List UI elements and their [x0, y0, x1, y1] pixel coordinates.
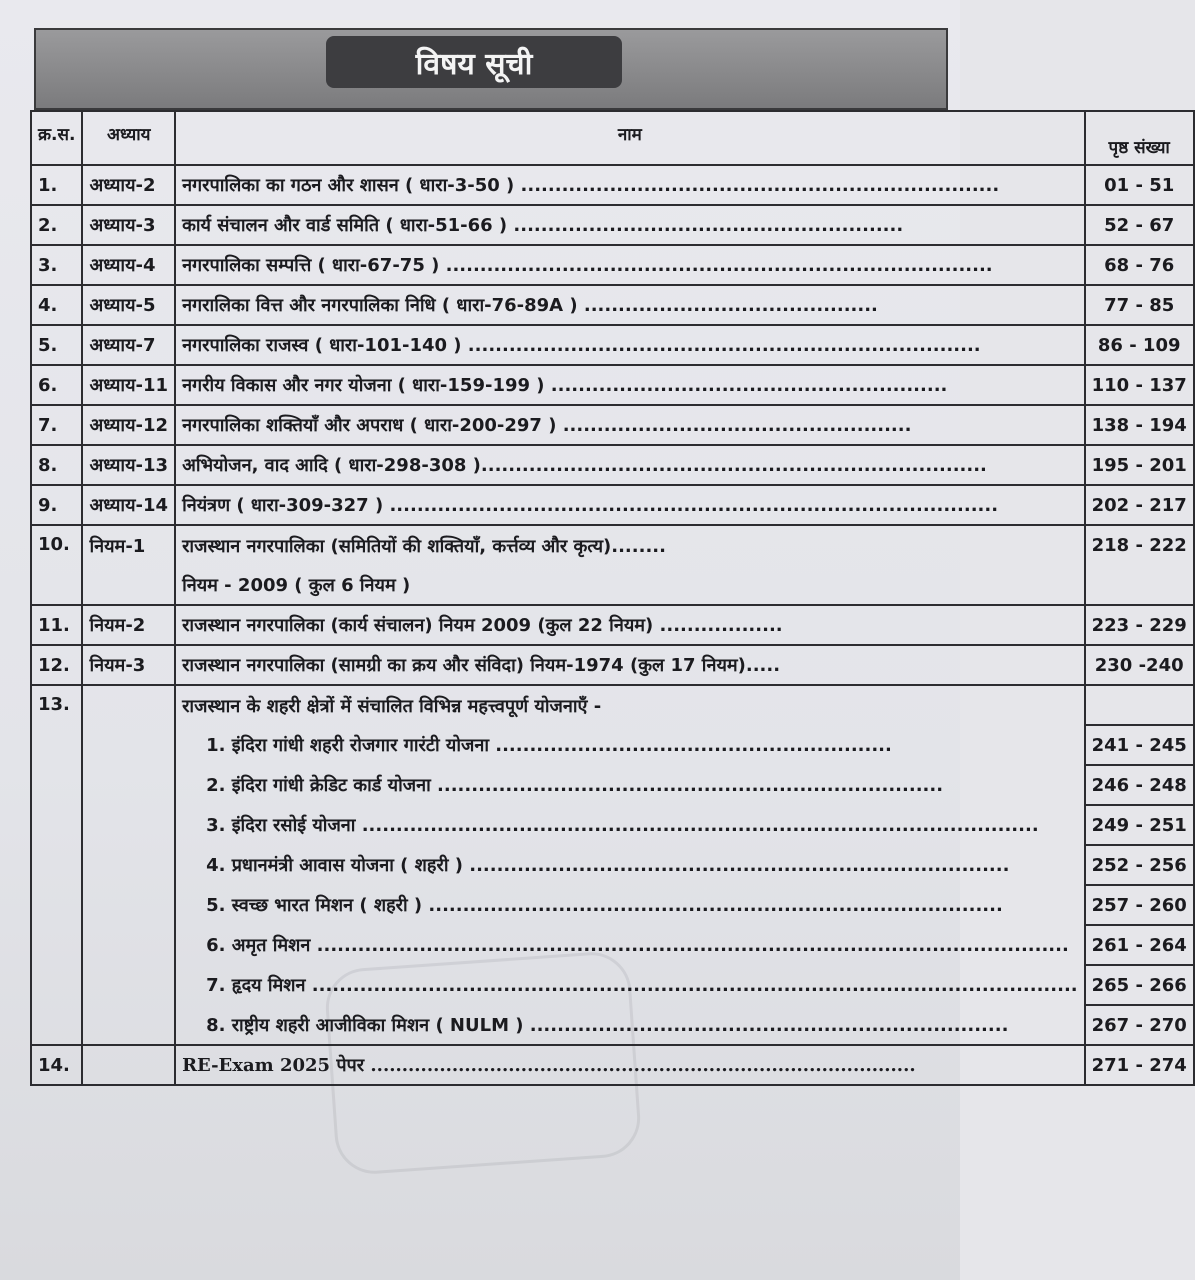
- row-chapter: अध्याय-2: [82, 165, 175, 205]
- row-serial: 14.: [31, 1045, 82, 1085]
- header-page: पृष्ठ संख्या: [1085, 111, 1194, 165]
- row-name: नगरीय विकास और नगर योजना ( धारा-159-199 ) ..........................................................: [175, 365, 1085, 405]
- row-chapter: अध्याय-3: [82, 205, 175, 245]
- contents-table: [30, 110, 1195, 1086]
- scheme-name: 8. राष्ट्रीय शहरी आजीविका मिशन ( NULM ) ......................................................................: [175, 1005, 1085, 1045]
- row-serial: 8.: [31, 445, 82, 485]
- row-serial: 9.: [31, 485, 82, 525]
- row-page-empty: [1085, 565, 1194, 605]
- table-row: [31, 165, 1194, 205]
- scheme-page: 261 - 264: [1085, 925, 1194, 965]
- schemes-heading: राजस्थान के शहरी क्षेत्रों में संचालित विभिन्न महत्त्वपूर्ण योजनाएँ -: [175, 685, 1085, 725]
- table-row: [31, 245, 1194, 285]
- row-name: RE-Exam 2025 पेपर .......................................................................................: [175, 1045, 1085, 1085]
- scheme-name: 3. इंदिरा रसोई योजना ...................................................................................................: [175, 805, 1085, 845]
- row-name-line2: नियम - 2009 ( कुल 6 नियम ): [175, 565, 1085, 605]
- table-row: [31, 485, 1194, 525]
- scheme-name: 5. स्वच्छ भारत मिशन ( शहरी ) ....................................................................................: [175, 885, 1085, 925]
- row-name: राजस्थान नगरपालिका (कार्य संचालन) नियम 2009 (कुल 22 नियम) ..................: [175, 605, 1085, 645]
- scheme-row: [31, 725, 1194, 765]
- row-chapter: अध्याय-5: [82, 285, 175, 325]
- table-row: [31, 1045, 1194, 1085]
- row-name: अभियोजन, वाद आदि ( धारा-298-308 )..........................................................................: [175, 445, 1085, 485]
- scheme-row: [31, 1005, 1194, 1045]
- scheme-name: 2. इंदिरा गांधी क्रेडिट कार्ड योजना ..........................................................................: [175, 765, 1085, 805]
- row-page: 218 - 222: [1085, 525, 1194, 565]
- row-chapter: नियम-1: [82, 525, 175, 605]
- row-page: 86 - 109: [1085, 325, 1194, 365]
- row-chapter: अध्याय-12: [82, 405, 175, 445]
- scheme-row: [31, 765, 1194, 805]
- table-row: [31, 325, 1194, 365]
- row-name: नगरालिका वित्त और नगरपालिका निधि ( धारा-76-89A ) ...........................................: [175, 285, 1085, 325]
- row-chapter-empty: [82, 685, 175, 1045]
- row-name: नियंत्रण ( धारा-309-327 ) .........................................................................................: [175, 485, 1085, 525]
- row-name-line1: राजस्थान नगरपालिका (समितियों की शक्तियाँ, कर्त्तव्य और कृत्य)........: [175, 525, 1085, 565]
- title-band: [34, 28, 948, 110]
- scheme-name: 4. प्रधानमंत्री आवास योजना ( शहरी ) ...............................................................................: [175, 845, 1085, 885]
- row-serial: 13.: [31, 685, 82, 1045]
- row-page: 202 - 217: [1085, 485, 1194, 525]
- header-chapter: अध्याय: [82, 111, 175, 165]
- scheme-page: 252 - 256: [1085, 845, 1194, 885]
- scheme-page: 265 - 266: [1085, 965, 1194, 1005]
- row-chapter: अध्याय-7: [82, 325, 175, 365]
- row-chapter: अध्याय-11: [82, 365, 175, 405]
- row-page: 110 - 137: [1085, 365, 1194, 405]
- row-serial: 11.: [31, 605, 82, 645]
- row-page-empty: [1085, 685, 1194, 725]
- row-chapter: नियम-3: [82, 645, 175, 685]
- table-header-row: [31, 111, 1194, 165]
- row-page: 271 - 274: [1085, 1045, 1194, 1085]
- scheme-name: 1. इंदिरा गांधी शहरी रोजगार गारंटी योजना ..........................................................: [175, 725, 1085, 765]
- row-page: 01 - 51: [1085, 165, 1194, 205]
- row-page: 223 - 229: [1085, 605, 1194, 645]
- row-serial: 5.: [31, 325, 82, 365]
- row-name: नगरपालिका का गठन और शासन ( धारा-3-50 ) ......................................................................: [175, 165, 1085, 205]
- scheme-row: [31, 845, 1194, 885]
- table-row: [31, 405, 1194, 445]
- row-page: 195 - 201: [1085, 445, 1194, 485]
- scheme-row: [31, 965, 1194, 1005]
- page-title: विषय सूची: [326, 36, 622, 88]
- row-page: 138 - 194: [1085, 405, 1194, 445]
- row-page: 77 - 85: [1085, 285, 1194, 325]
- row-chapter: अध्याय-14: [82, 485, 175, 525]
- scheme-name: 7. हृदय मिशन ................................................................................................................: [175, 965, 1085, 1005]
- row-serial: 6.: [31, 365, 82, 405]
- scheme-page: 249 - 251: [1085, 805, 1194, 845]
- scheme-row: [31, 925, 1194, 965]
- table-row: [31, 365, 1194, 405]
- scheme-name: 6. अमृत मिशन ..............................................................................................................: [175, 925, 1085, 965]
- row-name: नगरपालिका सम्पत्ति ( धारा-67-75 ) ................................................................................: [175, 245, 1085, 285]
- table-row: [31, 525, 1194, 565]
- row-page: 68 - 76: [1085, 245, 1194, 285]
- row-serial: 1.: [31, 165, 82, 205]
- row-serial: 12.: [31, 645, 82, 685]
- scheme-page: 241 - 245: [1085, 725, 1194, 765]
- table-row: [31, 645, 1194, 685]
- row-serial: 7.: [31, 405, 82, 445]
- row-serial: 4.: [31, 285, 82, 325]
- row-chapter: अध्याय-4: [82, 245, 175, 285]
- row-serial: 10.: [31, 525, 82, 605]
- table-row: [31, 445, 1194, 485]
- row-name: नगरपालिका राजस्व ( धारा-101-140 ) ...........................................................................: [175, 325, 1085, 365]
- row-chapter: अध्याय-13: [82, 445, 175, 485]
- row-page: 230 -240: [1085, 645, 1194, 685]
- scheme-page: 246 - 248: [1085, 765, 1194, 805]
- row-serial: 3.: [31, 245, 82, 285]
- scheme-row: [31, 885, 1194, 925]
- scheme-row: [31, 805, 1194, 845]
- row-name: नगरपालिका शक्तियाँ और अपराध ( धारा-200-297 ) ...................................................: [175, 405, 1085, 445]
- row-chapter: नियम-2: [82, 605, 175, 645]
- row-chapter-empty: [82, 1045, 175, 1085]
- table-row: [31, 685, 1194, 725]
- table-row: [31, 285, 1194, 325]
- scheme-page: 257 - 260: [1085, 885, 1194, 925]
- row-name: कार्य संचालन और वार्ड समिति ( धारा-51-66 ) .........................................................: [175, 205, 1085, 245]
- header-serial: क्र.स.: [31, 111, 82, 165]
- table-row-continued: [31, 565, 1194, 605]
- table-row: [31, 605, 1194, 645]
- row-serial: 2.: [31, 205, 82, 245]
- header-name: नाम: [175, 111, 1085, 165]
- row-page: 52 - 67: [1085, 205, 1194, 245]
- table-row: [31, 205, 1194, 245]
- row-name: राजस्थान नगरपालिका (सामग्री का क्रय और संविदा) नियम-1974 (कुल 17 नियम).....: [175, 645, 1085, 685]
- scheme-page: 267 - 270: [1085, 1005, 1194, 1045]
